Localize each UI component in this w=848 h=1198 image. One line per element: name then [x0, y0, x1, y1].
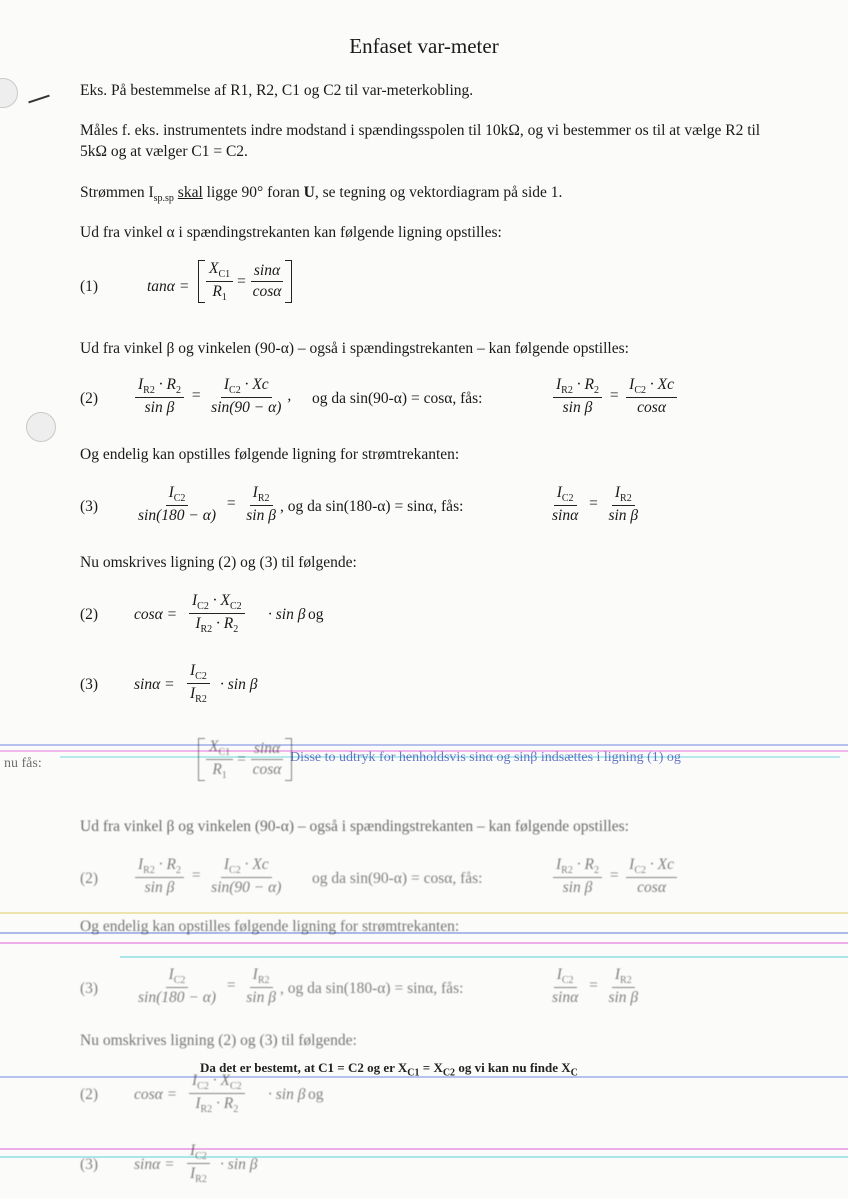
fraction-sin-cos: $\frac{\sin\alpha}{\cos\alpha}$ [252, 262, 282, 301]
glitch-text-line-a: Da det er bestemt, at C1 = C2 og er $X_{C1} = X_{C2}$ og vi kan nu finde $X_C$ [200, 1060, 578, 1079]
equation-3-left: $\frac{I_{C2}}{\sin(180 - \alpha)}$ = $\frac{I_{R2}}{\text{sin β}}$ [138, 484, 276, 525]
current-text-after: , se tegning og vektordiagram på side 1. [314, 184, 563, 201]
punch-hole-middle [26, 412, 56, 442]
ghost-equation-2: (2) $\frac{I_{R2} \cdot R_2}{\text{sin β}}$ = $\frac{I_{C2} \cdot Xc}{\sin(90 - \alpha)}$ og da sin(90-α) = cosα, fås: $\frac{I_{R2} \cdot R_2}{\text{sin β}}$ = $\frac{I_{C2} \cdot Xc}{\cos\alpha}$ [80, 854, 780, 904]
equation-number: (3) [80, 498, 99, 515]
ghost-paragraph-rewrite: Nu omskrives ligning (2) og (3) til følgende: [80, 1032, 357, 1049]
paragraph-current [80, 182, 770, 209]
glitch-stripe [0, 942, 848, 944]
equation-sin-fraction: $\frac{I_{C2}}{I_{R2}}$ [184, 662, 213, 705]
current-subscript: sp.sp [153, 193, 174, 205]
equation-2-result: $\frac{I_{R2} \cdot R_2}{\text{sin β}}$ = $\frac{I_{C2} \cdot Xc}{\cos\alpha}$ [550, 376, 680, 417]
glitch-stripe [0, 744, 848, 746]
paragraph-current-triangle: Og endelig kan opstilles følgende ligning for strømtrekanten: [80, 446, 460, 463]
current-text-before: Strømmen I [80, 184, 154, 201]
current-text-mid: ligge 90° foran [202, 184, 304, 201]
equation-cos-lhs: cosα = [134, 606, 178, 623]
paragraph-angle-beta: Ud fra vinkel β og vinkelen (90-α) – også i spændingstrekanten – kan følgende opstilles: [80, 340, 629, 357]
paragraph-rewrite: Nu omskrives ligning (2) og (3) til følgende: [80, 554, 357, 571]
equation-lhs: tanα = [147, 278, 190, 295]
ghost-equation-cos: (2) cosα = $\frac{I_{C2} \cdot X_{C2}}{I_{R2} \cdot R_2}$ · sin β og [80, 1072, 324, 1116]
fraction-xc1-r1: $\frac{X_{C1}}{R_1}$ [206, 260, 233, 303]
equation-1 [80, 258, 780, 318]
equation-sin-tail: · sin β [220, 676, 258, 693]
equation-3-rewritten [80, 662, 780, 722]
equation-3-result: $\frac{I_{C2}}{\sin\alpha}$ = $\frac{I_{R2}}{\text{sin β}}$ [552, 484, 639, 525]
equation-bracket: $\frac{X_{C1}}{R_1}$ = $\frac{\sin\alpha}{\cos\alpha}$ [198, 260, 292, 303]
equation-2-text: og da sin(90-α) = cosα, fås: [312, 390, 483, 407]
pen-mark [28, 95, 50, 104]
punch-hole-top [0, 78, 18, 108]
equation-cos-tail: · sin β [268, 606, 306, 623]
ghost-equation-1: $\frac{X_{C1}}{R_1}$ = $\frac{\sin\alpha}{\cos\alpha}$ [198, 738, 292, 781]
glitch-text-line-c: nu fås: [4, 756, 42, 771]
equation-cos-fraction: $\frac{I_{C2} \cdot X_{C2}}{I_{R2} \cdot R_2}$ [186, 592, 248, 635]
equation-2 [80, 372, 780, 432]
equation-2-rewritten [80, 592, 780, 652]
ghost-equation-3: (3) $\frac{I_{C2}}{\sin(180 - \alpha)}$ = $\frac{I_{R2}}{\text{sin β}}$ , og da sin(180-α) = sinα, fås: $\frac{I_{C2}}{\sin\alpha}$ = $\frac{I_{R2}}{\text{sin β}}$ [80, 966, 639, 1007]
ghost-equation-sin: (3) sinα = $\frac{I_{C2}}{I_{R2}}$ · sin β [80, 1142, 258, 1186]
ghost-paragraph-current-triangle: Og endelig kan opstilles følgende ligning for strømtrekanten: [80, 918, 460, 935]
glitch-text-line-b: Disse to udtryk for henholdsvis sinα og sinβ indsættes i ligning (1) og [290, 750, 681, 765]
equation-2-left: $\frac{I_{R2} \cdot R_2}{\text{sin β}}$ = $\frac{I_{C2} \cdot Xc}{\sin(90 - \alpha)}$ , [132, 376, 291, 417]
equation-number: (3) [80, 676, 99, 693]
corrupted-scan-region [0, 716, 848, 1198]
paragraph-measure: Måles f. eks. instrumentets indre modstand i spændingsspolen til 10kΩ, og vi bestemmer os til at vælge R2 til 5kΩ og at vælger C1 = C2. [80, 122, 761, 160]
glitch-stripe [120, 956, 848, 958]
paragraph-example: Eks. På bestemmelse af R1, R2, C1 og C2 til var-meterkobling. [80, 82, 474, 99]
paragraph-angle-alpha: Ud fra vinkel α i spændingstrekanten kan følgende ligning opstilles: [80, 224, 502, 241]
page-title: Enfaset var-meter [349, 34, 499, 58]
current-voltage-u: U [303, 184, 315, 201]
equation-3 [80, 484, 780, 544]
equation-number: (1) [80, 278, 99, 295]
ghost-paragraph-beta: Ud fra vinkel β og vinkelen (90-α) – også i spændingstrekanten – kan følgende opstilles: [80, 818, 629, 835]
glitch-stripe [0, 912, 848, 914]
current-skal: skal [177, 184, 203, 201]
equation-sin-lhs: sinα = [134, 676, 175, 693]
equation-number: (2) [80, 606, 99, 623]
equation-3-text: , og da sin(180-α) = sinα, fås: [280, 498, 464, 515]
equation-number: (2) [80, 390, 99, 407]
equation-cos-og: og [308, 606, 324, 623]
